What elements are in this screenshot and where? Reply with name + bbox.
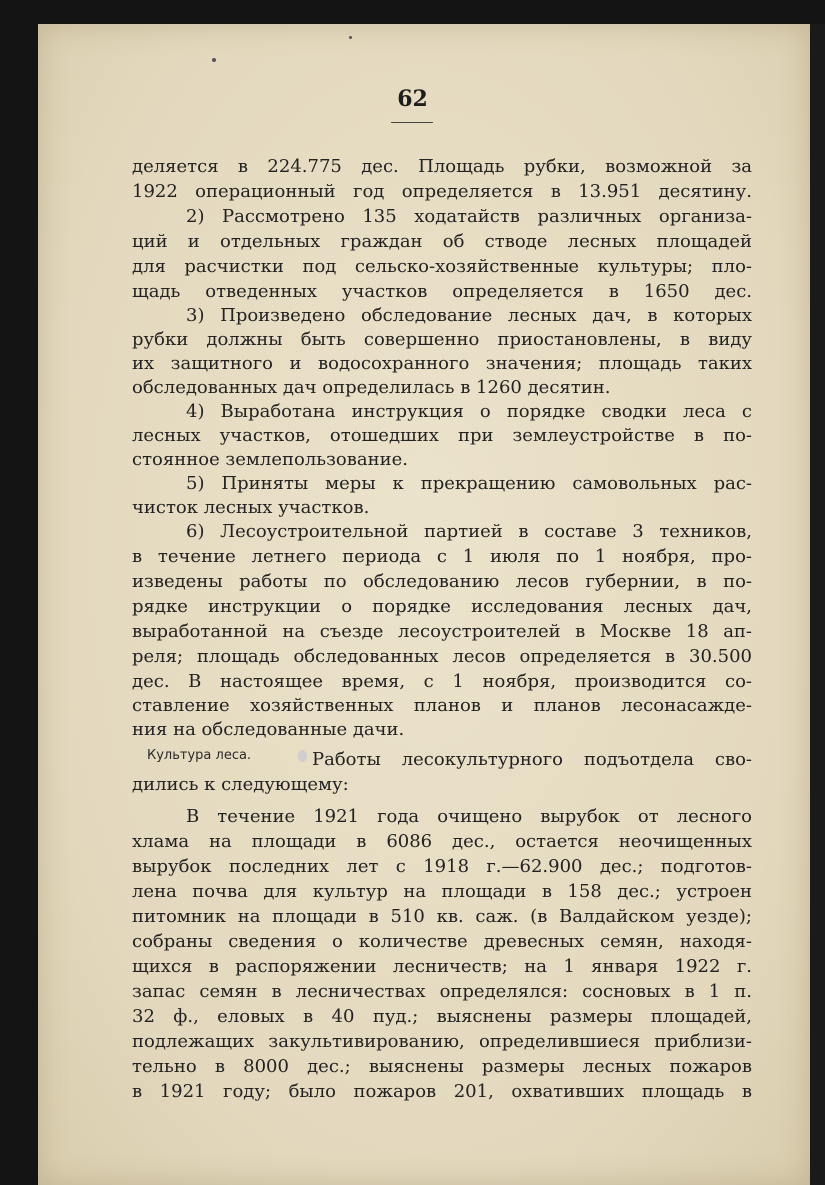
text-line: тельно в 8000 дес.; выяснены размеры лесных пожаров <box>132 1056 752 1077</box>
page-number-rule <box>391 122 433 123</box>
text-line: ставление хозяйственных планов и планов лесонасажде- <box>132 695 752 716</box>
text-line: обследованных дач определилась в 1260 десятин. <box>132 377 611 398</box>
text-line: 32 ф., еловых в 40 пуд.; выяснены размеры площадей, <box>132 1006 752 1027</box>
text-line: выработанной на съезде лесоустроителей в Москве 18 ап- <box>132 621 752 642</box>
text-line: реля; площадь обследованных лесов определяется в 30.500 <box>132 646 752 667</box>
text-line: В течение 1921 года очищено вырубок от лесного <box>186 806 752 827</box>
text-line: 1922 операционный год определяется в 13.951 десятину. <box>132 181 752 202</box>
text-line: ций и отдельных граждан об стводе лесных площадей <box>132 231 752 252</box>
text-line: ния на обследованные дачи. <box>132 719 405 740</box>
ink-speck <box>349 36 352 39</box>
text-line: подлежащих закультивированию, определившиеся приблизи- <box>132 1031 752 1052</box>
text-line: в 1921 году; было пожаров 201, охвативших площадь в <box>132 1081 752 1102</box>
text-line: рядке инструкции о порядке исследования лесных дач, <box>132 596 752 617</box>
text-line: изведены работы по обследованию лесов губернии, в по- <box>132 571 752 592</box>
text-line: 2) Рассмотрено 135 ходатайств различных организа- <box>186 206 752 227</box>
text-line: их защитного и водосохранного значения; площадь таких <box>132 353 752 374</box>
text-line: запас семян в лесничествах определялся: сосновых в 1 п. <box>132 981 752 1002</box>
text-line: деляется в 224.775 дес. Площадь рубки, возможной за <box>132 156 752 177</box>
text-line: щадь отведенных участков определяется в 1650 дес. <box>132 281 752 302</box>
paper-mark <box>298 750 307 762</box>
text-line: 4) Выработана инструкция о порядке сводки леса с <box>186 401 752 422</box>
text-line: для расчистки под сельско-хозяйственные культуры; пло- <box>132 256 752 277</box>
text-line: чисток лесных участков. <box>132 497 370 518</box>
text-line: дились к следующему: <box>132 774 349 795</box>
text-line: 5) Приняты меры к прекращению самовольных рас- <box>186 473 752 494</box>
text-line: в течение летнего периода с 1 июля по 1 ноября, про- <box>132 546 752 567</box>
text-line: 3) Произведено обследование лесных дач, в которых <box>186 305 752 326</box>
text-line: дес. В настоящее время, с 1 ноября, производится со- <box>132 671 752 692</box>
text-line: лесных участков, отошедших при землеустройстве в по- <box>132 425 752 446</box>
text-line: лена почва для культур на площади в 158 дес.; устроен <box>132 881 752 902</box>
text-line: Работы лесокультурного подъотдела сво- <box>312 749 752 770</box>
ink-speck <box>212 58 216 62</box>
text-line: собраны сведения о количестве древесных семян, находя- <box>132 931 752 952</box>
text-line: рубки должны быть совершенно приостановлены, в виду <box>132 329 752 350</box>
text-line: щихся в распоряжении лесничеств; на 1 января 1922 г. <box>132 956 752 977</box>
text-line: стоянное землепользование. <box>132 449 408 470</box>
text-line: 6) Лесоустроительной партией в составе 3 техников, <box>186 521 752 542</box>
text-line: вырубок последних лет с 1918 г.—62.900 дес.; подготов- <box>132 856 752 877</box>
scan-edge <box>810 24 825 1185</box>
text-line: питомник на площади в 510 кв. саж. (в Валдайском уезде); <box>132 906 752 927</box>
text-line: хлама на площади в 6086 дес., остается неочищенных <box>132 831 752 852</box>
margin-note: Культура леса. <box>147 748 252 763</box>
page-number: 62 <box>397 86 428 112</box>
